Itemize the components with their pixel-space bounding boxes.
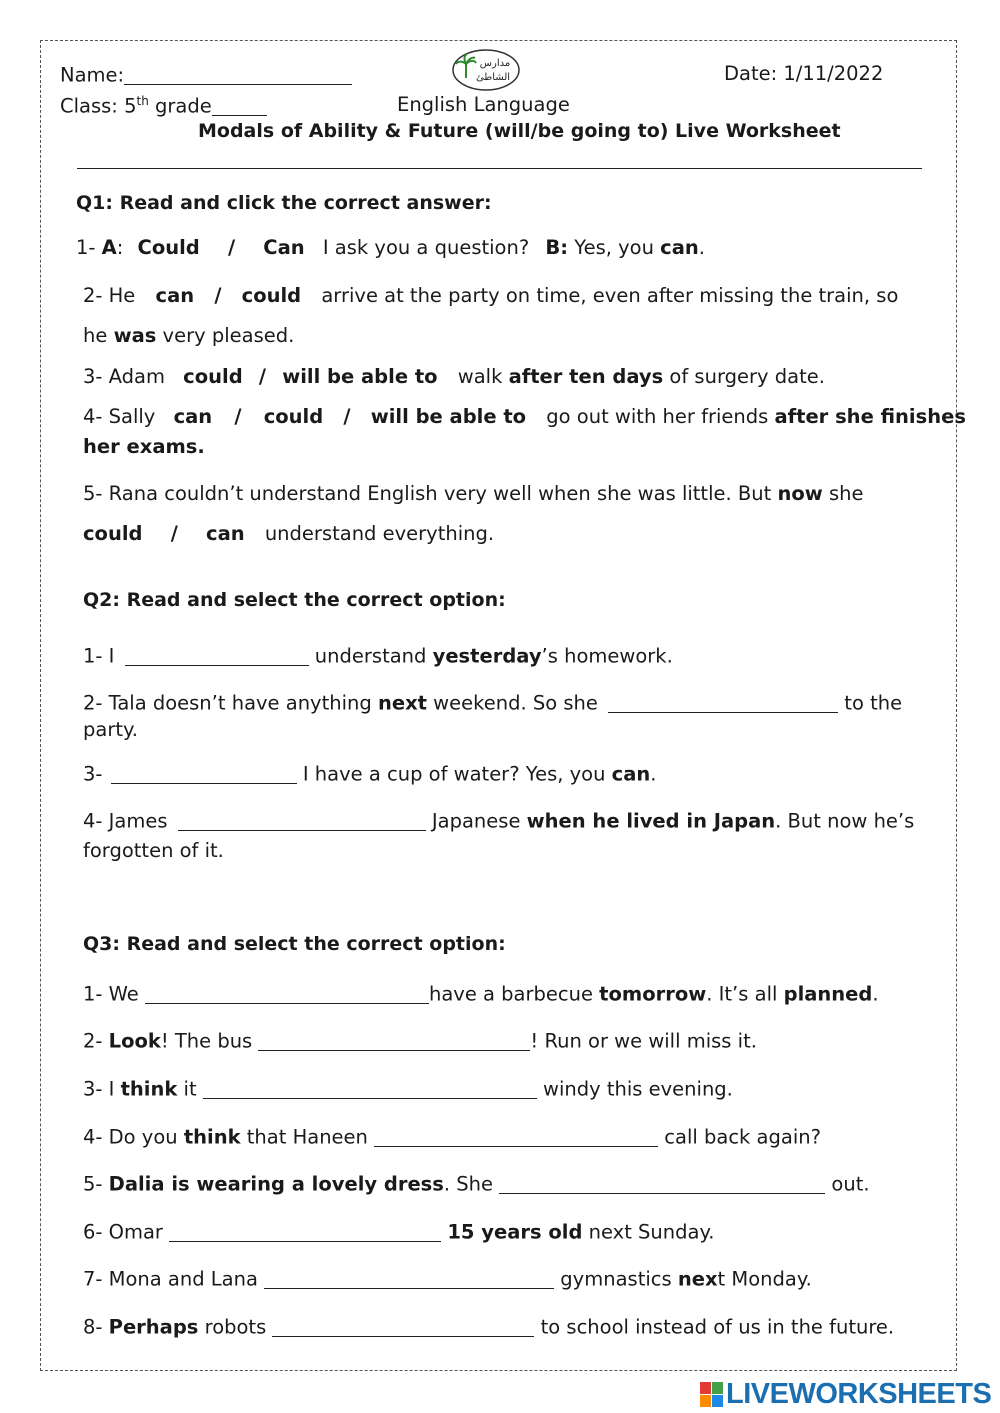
q3-6-select[interactable] bbox=[169, 1221, 441, 1242]
q1-item-5: 5- Rana couldn’t understand English very well when she was little. But now she bbox=[83, 482, 864, 505]
q2-item-2-line2: party. bbox=[83, 718, 138, 741]
q1-2-option-could[interactable]: could bbox=[241, 284, 302, 307]
q3-item-2: 2- Look! The bus ! Run or we will miss it. bbox=[83, 1029, 757, 1053]
q1-1-option-could[interactable]: Could bbox=[137, 236, 200, 259]
svg-text:الشاطئ: الشاطئ bbox=[475, 72, 511, 83]
q1-heading: Q1: Read and click the correct answer: bbox=[76, 192, 492, 214]
q3-5-select[interactable] bbox=[499, 1173, 825, 1194]
q2-item-3: 3- I have a cup of water? Yes, you can. bbox=[83, 762, 657, 786]
q1-item-4: 4- Sally can / could / will be able to go out with her friends after she finishes bbox=[83, 405, 966, 428]
q2-item-1: 1- I understand yesterday’s homework. bbox=[83, 644, 673, 668]
q1-item-3: 3- Adam could / will be able to walk after ten days of surgery date. bbox=[83, 365, 825, 388]
name-line: Name: bbox=[60, 64, 352, 85]
q2-item-4: 4- James Japanese when he lived in Japan. But now he’s bbox=[83, 809, 915, 833]
q2-item-4-line2: forgotten of it. bbox=[83, 839, 224, 862]
class-blank[interactable] bbox=[212, 95, 267, 116]
school-logo bbox=[451, 48, 521, 92]
q2-3-select[interactable] bbox=[111, 763, 297, 784]
q3-8-select[interactable] bbox=[272, 1316, 534, 1337]
q2-1-select[interactable] bbox=[125, 645, 309, 666]
q1-4-option-can[interactable]: can bbox=[173, 405, 213, 428]
q3-heading: Q3: Read and select the correct option: bbox=[83, 933, 506, 955]
liveworksheets-wordmark: LIVEWORKSHEETS bbox=[726, 1378, 992, 1410]
q3-3-select[interactable] bbox=[203, 1078, 537, 1099]
q3-item-6: 6- Omar 15 years old next Sunday. bbox=[83, 1220, 715, 1244]
q1-item-2-line2: he was very pleased. bbox=[83, 324, 295, 347]
q2-heading: Q2: Read and select the correct option: bbox=[83, 589, 506, 611]
q3-item-8: 8- Perhaps robots to school instead of us in the future. bbox=[83, 1315, 895, 1339]
q3-item-7: 7- Mona and Lana gymnastics next Monday. bbox=[83, 1267, 812, 1291]
q1-item-1: 1- A: Could / Can I ask you a question? B: Yes, you can. bbox=[76, 236, 705, 259]
worksheet-title: Modals of Ability & Future (will/be going to) Live Worksheet bbox=[198, 120, 841, 142]
header-divider bbox=[77, 168, 922, 169]
q1-5-option-could[interactable]: could bbox=[83, 522, 143, 545]
q3-7-select[interactable] bbox=[264, 1268, 554, 1289]
q3-item-3: 3- I think it windy this evening. bbox=[83, 1077, 733, 1101]
q3-item-1: 1- We have a barbecue tomorrow. It’s all planned. bbox=[83, 982, 879, 1006]
q1-2-option-can[interactable]: can bbox=[155, 284, 195, 307]
q2-2-select[interactable] bbox=[608, 692, 838, 713]
liveworksheets-logo-icon bbox=[700, 1382, 724, 1408]
q3-1-select[interactable] bbox=[145, 983, 429, 1004]
q1-1-option-can[interactable]: Can bbox=[263, 236, 305, 259]
svg-text:مدارس: مدارس bbox=[479, 58, 511, 69]
q1-5-option-can[interactable]: can bbox=[206, 522, 245, 545]
q1-4-option-could[interactable]: could bbox=[263, 405, 324, 428]
liveworksheets-brand[interactable] bbox=[700, 1378, 994, 1412]
q1-3-option-will-be-able-to[interactable]: will be able to bbox=[282, 365, 438, 388]
q3-4-select[interactable] bbox=[374, 1126, 658, 1147]
q2-4-select[interactable] bbox=[178, 810, 426, 831]
q1-3-option-could[interactable]: could bbox=[183, 365, 243, 388]
q3-item-5: 5- Dalia is wearing a lovely dress. She out. bbox=[83, 1172, 870, 1196]
class-line: Class: 5th grade bbox=[60, 95, 267, 116]
q3-item-4: 4- Do you think that Haneen call back again? bbox=[83, 1125, 821, 1149]
name-blank[interactable] bbox=[124, 64, 352, 85]
date-label: Date: 1/11/2022 bbox=[724, 62, 884, 85]
q1-item-4-line2: her exams. bbox=[83, 435, 205, 458]
subject-label: English Language bbox=[397, 93, 570, 116]
q1-item-5-line2: could / can understand everything. bbox=[83, 522, 495, 545]
q1-4-option-will-be-able-to[interactable]: will be able to bbox=[370, 405, 527, 428]
q3-2-select[interactable] bbox=[258, 1030, 530, 1051]
q1-item-2: 2- He can / could arrive at the party on time, even after missing the train, so bbox=[83, 284, 899, 307]
q2-item-2: 2- Tala doesn’t have anything next weekend. So she to the bbox=[83, 691, 903, 715]
